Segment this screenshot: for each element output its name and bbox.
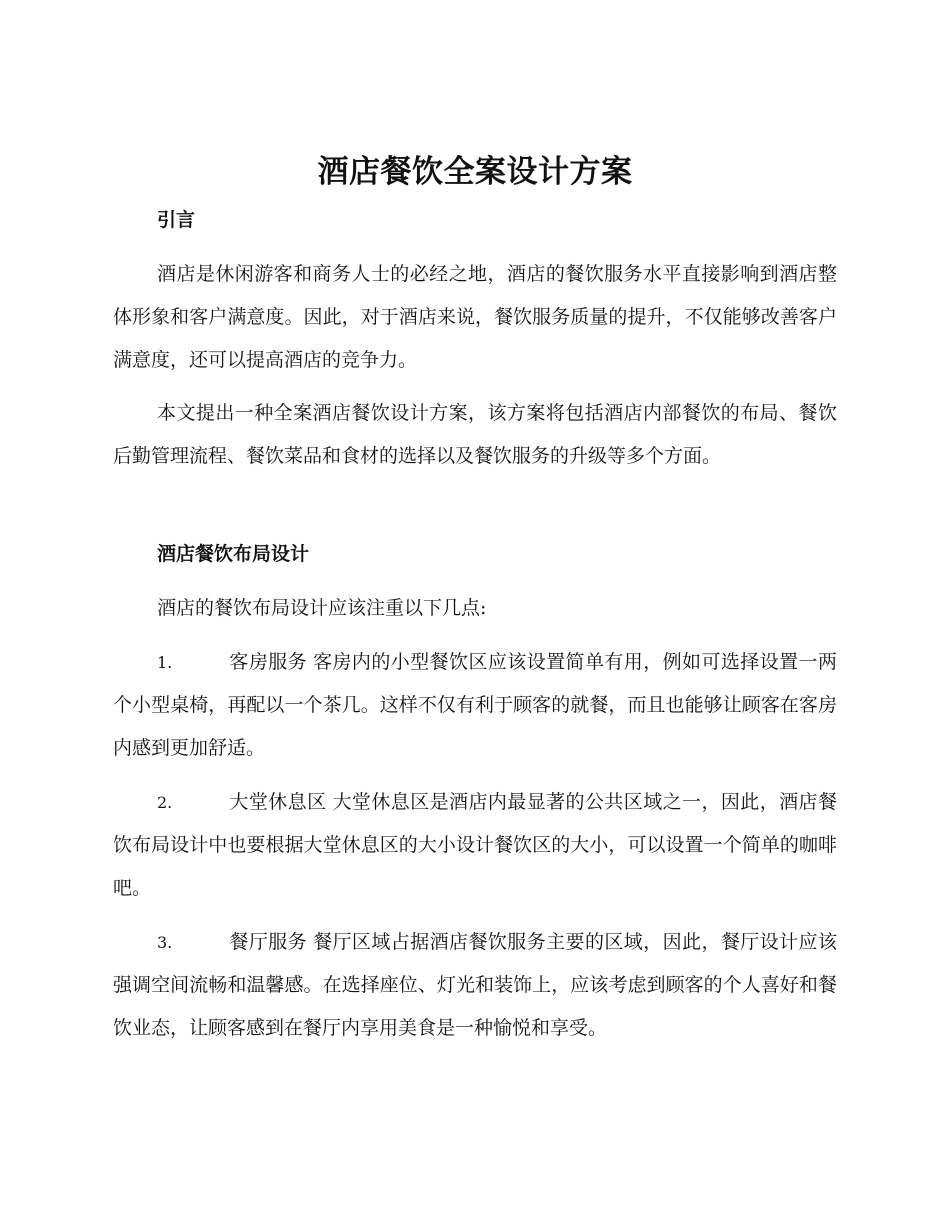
list-item: [113, 641, 837, 770]
section-intro: 酒店的餐饮布局设计应该注重以下几点:: [157, 597, 487, 619]
list-item-lead: 客房服务: [229, 651, 308, 673]
intro-heading: 引言: [157, 209, 196, 231]
list-item-lead: 大堂休息区: [229, 791, 327, 813]
document-title: 酒店餐饮全案设计方案: [317, 154, 633, 190]
list-item: [113, 921, 837, 1050]
list-item-number: 1.: [157, 653, 173, 672]
intro-paragraph-2: 本文提出一种全案酒店餐饮设计方案，该方案将包括酒店内部餐饮的布局、餐饮后勤管理流程、餐饮菜品和食材的选择以及餐饮服务的升级等多个方面。: [113, 402, 837, 467]
intro-paragraph-1: 酒店是休闲游客和商务人士的必经之地，酒店的餐饮服务水平直接影响到酒店整体形象和客户满意度。因此，对于酒店来说，餐饮服务质量的提升，不仅能够改善客户满意度，还可以提高酒店的竞争力。: [113, 263, 837, 371]
list-item-text: 客房内的小型餐饮区应该设置简单有用，例如可选择设置一两个小型桌椅，再配以一个茶几。这样不仅有利于顾客的就餐，而且也能够让顾客在客房内感到更加舒适。: [113, 651, 837, 759]
list-item-text: 餐厅区域占据酒店餐饮服务主要的区域，因此，餐厅设计应该强调空间流畅和温馨感。在选择座位、灯光和装饰上，应该考虑到顾客的个人喜好和餐饮业态，让顾客感到在餐厅内享用美食是一种愉悦和享受。: [113, 931, 837, 1039]
list-item-lead: 餐厅服务: [229, 931, 308, 953]
list-item-text: 大堂休息区是酒店内最显著的公共区域之一，因此，酒店餐饮布局设计中也要根据大堂休息区的大小设计餐饮区的大小，可以设置一个简单的咖啡吧。: [113, 791, 837, 899]
section-heading-layout: 酒店餐饮布局设计: [157, 543, 310, 565]
list-item-number: 2.: [157, 793, 173, 812]
list-item: [113, 781, 837, 910]
list-item-number: 3.: [157, 933, 173, 952]
